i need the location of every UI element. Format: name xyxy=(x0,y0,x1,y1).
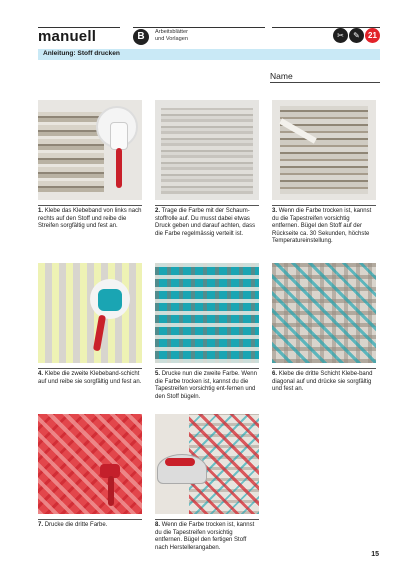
section-bar xyxy=(38,49,380,60)
step-caption-5: 5. Drucke nun die zweite Farbe. Wenn die Farbe trocken ist, kannst du die Tapestreifen vorsichtig ent-fernen und den Stoff bügeln. xyxy=(155,371,257,400)
step-card-4 xyxy=(38,263,142,385)
step-photo-4 xyxy=(38,263,142,363)
header-rule-mid xyxy=(133,27,265,28)
step-card-7 xyxy=(38,414,142,528)
series-subtitle-line1: Arbeitsblätter xyxy=(155,29,188,35)
series-subtitle-line2: und Vorlagen xyxy=(155,36,188,42)
series-subtitle xyxy=(155,29,188,43)
step-caption-4: 4. Klebe die zweite Klebeband-schicht auf und reibe sie sorgfältig und fest an. xyxy=(38,371,142,385)
step-caption-3: 3. Wenn die Farbe trocken ist, kannst du die Tapestreifen vorsichtig entfernen. Bügel den Stoff auf der Rückseite ca. 30 Sekunden, höchste Temperatureinstellung. xyxy=(272,208,372,245)
brand-title: manuell xyxy=(38,28,97,45)
step-card-5 xyxy=(155,263,259,400)
step-caption-8: 8. Wenn die Farbe trocken ist, kannst du die Tapestreifen vorsichtig entfernen. Bügel den fertigen Stoff nach Herstellerangaben. xyxy=(155,522,255,551)
step-photo-1 xyxy=(38,100,142,200)
step-photo-8 xyxy=(155,414,259,514)
step-card-8 xyxy=(155,414,259,551)
step-caption-6: 6. Klebe die dritte Schicht Klebe-band diagonal auf und drücke sie sorgfältig und fest an. xyxy=(272,371,373,393)
step-caption-2: 2. Trage die Farbe mit der Schaum-stoffrolle auf. Du musst dabei etwas Druck geben und darauf achten, dass die Farbe regelmässig verteilt ist. xyxy=(155,208,256,237)
needle-icon: ✎ xyxy=(349,28,364,43)
step-photo-5 xyxy=(155,263,259,363)
step-card-3 xyxy=(272,100,376,245)
step-photo-2 xyxy=(155,100,259,200)
section-badge: B xyxy=(133,29,149,45)
name-label: Name xyxy=(270,71,293,81)
step-photo-7 xyxy=(38,414,142,514)
page-number: 15 xyxy=(371,551,379,558)
step-card-1 xyxy=(38,100,142,230)
publisher-logos xyxy=(333,28,380,45)
step-card-6 xyxy=(272,263,376,393)
step-caption-1: 1. Klebe das Klebeband von links nach rechts auf den Stoff und reibe die Streifen sorgfältig und fest an. xyxy=(38,208,142,230)
step-card-2 xyxy=(155,100,259,237)
step-caption-7: 7. Drucke die dritte Farbe. xyxy=(38,522,108,528)
curriculum-21-logo: 21 xyxy=(365,28,380,43)
section-bar-title: Anleitung: Stoff drucken xyxy=(43,50,120,57)
step-photo-3 xyxy=(272,100,376,200)
name-line xyxy=(270,82,380,83)
step-photo-6 xyxy=(272,263,376,363)
scissors-icon: ✂ xyxy=(333,28,348,43)
